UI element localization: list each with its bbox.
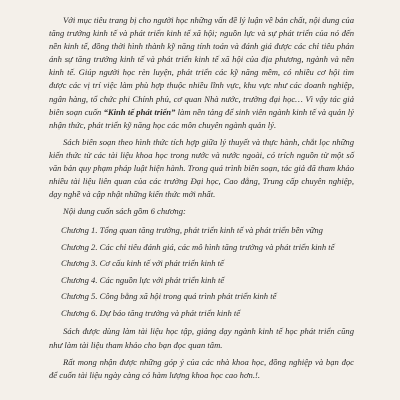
- intro-text-after-title: làm nền tảng để sinh viên ngành kinh tế và quản lý nhận thức, phát triển kỹ năng học các môn chuyên ngành quản lý.: [49, 106, 354, 130]
- intro-text-before-title: Với mục tiêu trang bị cho người học những vấn đề lý luận về bản chất, nội dung của tăng trưởng kinh tế và phát triển kinh tế xã hội; nguồn lực và sự phát triển của nó đến nền kinh tế, đồng thời hình thành kỹ năng tính toán và đánh giá được các chỉ tiêu phản ánh sự tăng trưởng kinh tế và phát triển kinh tế xã hội của địa phương, ngành và nền kinh tế. Giúp người học rèn luyện, phát triển các kỹ năng mềm, có nhiều cơ hội tìm được các vị trí việc làm phù hợp thuộc nhiều lĩnh vực, khu vực như các doanh nghiệp, ngân hàng, tổ chức phi Chính phủ, cơ quan Nhà nước, trường đại học… Vì vậy tác giả biên soạn cuốn: [49, 15, 354, 117]
- method-paragraph: Sách biên soạn theo hình thức tích hợp giữa lý thuyết và thực hành, chắt lọc những kiến thức từ các tài liệu khoa học trong nước và nước ngoài, có trích nguồn từ một số văn bản quy phạm pháp luật hiện hành. Trong quá trình biên soạn, tác giả đã tham khảo nhiều tài liệu liên quan của các trường Đại học, Cao đẳng, Trung cấp chuyên nghiệp, dạy nghề và cập nhật những kiến thức mới nhất.: [49, 136, 354, 200]
- chapter-item: Chương 1. Tổng quan tăng trưởng, phát triển kinh tế và phát triển bền vững: [61, 225, 323, 236]
- intro-paragraph: [49, 14, 354, 132]
- chapter-item: Chương 6. Dự báo tăng trưởng và phát triển kinh tế: [61, 307, 241, 318]
- chapter-list: [49, 222, 354, 321]
- chapter-item: Chương 2. Các chỉ tiêu đánh giá, các mô hình tăng trưởng và phát triển kinh tế: [61, 241, 335, 252]
- usage-paragraph: Sách được dùng làm tài liệu học tập, giảng dạy ngành kinh tế học phát triển cũng như làm tài liệu tham khảo cho bạn đọc quan tâm.: [49, 326, 354, 350]
- chapter-item: Chương 5. Công bằng xã hội trong quá trình phát triển kinh tế: [61, 291, 277, 302]
- closing-paragraph: Rất mong nhận được những góp ý của các nhà khoa học, đồng nghiệp và bạn đọc để cuốn tài liệu ngày càng có hàm lượng khoa học cao hơn.!.: [49, 356, 354, 380]
- chapter-item: Chương 3. Cơ cấu kinh tế với phát triển kinh tế: [61, 258, 224, 269]
- chapter-item: Chương 4. Các nguồn lực với phát triển kinh tế: [61, 274, 225, 285]
- book-title: “Kinh tế phát triển”: [103, 106, 176, 117]
- chapters-intro: Nội dung cuốn sách gồm 6 chương:: [63, 206, 186, 217]
